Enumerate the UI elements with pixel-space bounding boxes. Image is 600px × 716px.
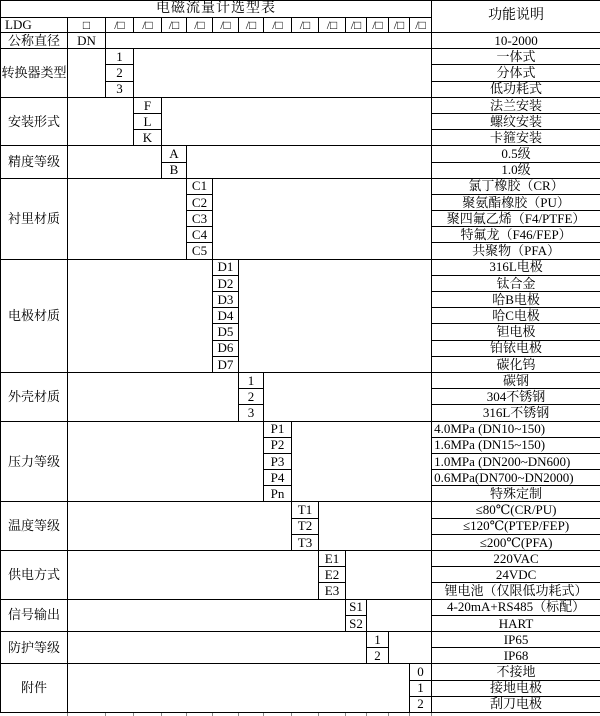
table-row bbox=[1, 372, 600, 388]
option-code-cell: D5 bbox=[213, 324, 239, 340]
option-desc-cell: 4-20mA+RS485（标配） bbox=[432, 599, 600, 615]
option-code-cell: 3 bbox=[106, 81, 134, 97]
row-label: 附件 bbox=[1, 664, 68, 713]
option-code-cell: C5 bbox=[187, 243, 213, 259]
option-code-cell: S2 bbox=[346, 615, 367, 631]
option-desc-cell: 哈B电极 bbox=[432, 292, 600, 308]
option-code-cell: A bbox=[162, 146, 187, 162]
row-label: 供电方式 bbox=[1, 551, 68, 600]
option-desc-cell: 碳钢 bbox=[432, 372, 600, 388]
model-slot-cell: /□ bbox=[162, 18, 187, 33]
option-code-cell: K bbox=[134, 130, 162, 146]
option-desc-cell: 316L电极 bbox=[432, 259, 600, 275]
bottom-strip-cell bbox=[239, 712, 264, 716]
option-code-cell: D1 bbox=[213, 259, 239, 275]
model-slot-cell: /□ bbox=[292, 18, 319, 33]
model-slot-cell: /□ bbox=[410, 18, 432, 33]
bottom-strip-cell bbox=[264, 712, 292, 716]
option-code-cell: T3 bbox=[292, 534, 319, 550]
row-label: 压力等级 bbox=[1, 421, 68, 502]
empty-span-cell bbox=[239, 259, 432, 372]
empty-span-cell bbox=[187, 146, 432, 178]
option-code-cell: D4 bbox=[213, 308, 239, 324]
row-label: 精度等级 bbox=[1, 146, 68, 178]
option-desc-cell: 螺纹安装 bbox=[432, 113, 600, 129]
row-label: 安装形式 bbox=[1, 97, 68, 146]
option-code-cell: D7 bbox=[213, 356, 239, 372]
option-desc-cell: 特氟龙（F46/FEP） bbox=[432, 227, 600, 243]
table-row bbox=[1, 146, 600, 162]
option-code-cell: T1 bbox=[292, 502, 319, 518]
option-code-cell: Pn bbox=[264, 486, 292, 502]
bottom-strip-cell bbox=[319, 712, 346, 716]
option-desc-cell: 接地电极 bbox=[432, 680, 600, 696]
option-code-cell: 1 bbox=[410, 680, 432, 696]
empty-span-cell bbox=[162, 97, 432, 146]
empty-span-cell bbox=[346, 551, 432, 600]
option-code-cell: D3 bbox=[213, 292, 239, 308]
table-row bbox=[1, 631, 600, 647]
table-row bbox=[1, 259, 600, 275]
bottom-strip-cell bbox=[389, 712, 410, 716]
option-desc-cell: 特殊定制 bbox=[432, 486, 600, 502]
table-row bbox=[1, 97, 600, 113]
option-desc-cell: 聚氨酯橡胶（PU） bbox=[432, 194, 600, 210]
empty-span-cell bbox=[68, 49, 106, 98]
table-row bbox=[1, 1, 600, 18]
option-code-cell: 1 bbox=[239, 372, 264, 388]
table-row bbox=[1, 551, 600, 567]
option-code-cell: P4 bbox=[264, 470, 292, 486]
bottom-strip-cell bbox=[68, 712, 106, 716]
model-slot-cell: /□ bbox=[319, 18, 346, 33]
table-row bbox=[1, 49, 600, 65]
empty-span-cell bbox=[68, 599, 346, 631]
option-code-cell: P2 bbox=[264, 437, 292, 453]
empty-span-cell bbox=[106, 33, 432, 49]
table-row bbox=[1, 502, 600, 518]
option-desc-cell: 钛合金 bbox=[432, 275, 600, 291]
row-label: 防护等级 bbox=[1, 631, 68, 663]
table-row bbox=[1, 421, 600, 437]
row-label: 温度等级 bbox=[1, 502, 68, 551]
empty-span-cell bbox=[68, 421, 264, 502]
empty-span-cell bbox=[68, 146, 162, 178]
option-code-cell: 2 bbox=[410, 696, 432, 712]
option-desc-cell: ≤200℃(PFA) bbox=[432, 534, 600, 550]
option-code-cell: P1 bbox=[264, 421, 292, 437]
option-code-cell: 0 bbox=[410, 664, 432, 680]
option-desc-cell: 卡箍安装 bbox=[432, 130, 600, 146]
option-code-cell: T2 bbox=[292, 518, 319, 534]
option-code-cell: F bbox=[134, 97, 162, 113]
bottom-strip-cell bbox=[162, 712, 187, 716]
bottom-strip-cell bbox=[134, 712, 162, 716]
option-desc-cell: 分体式 bbox=[432, 65, 600, 81]
model-slot-cell: /□ bbox=[106, 18, 134, 33]
option-code-cell: C3 bbox=[187, 211, 213, 227]
empty-span-cell bbox=[68, 178, 187, 259]
option-desc-cell: 锂电池（仅限低功耗式） bbox=[432, 583, 600, 599]
option-desc-cell: 1.0级 bbox=[432, 162, 600, 178]
option-desc-cell: 1.6MPa (DN15~150) bbox=[432, 437, 600, 453]
option-code-cell: 2 bbox=[367, 648, 389, 664]
table-row bbox=[1, 178, 600, 194]
empty-span-cell bbox=[389, 631, 432, 663]
empty-span-cell bbox=[319, 502, 432, 551]
empty-span-cell bbox=[68, 502, 292, 551]
empty-span-cell bbox=[68, 259, 213, 372]
option-code-cell: 2 bbox=[239, 389, 264, 405]
option-desc-cell: ≤80℃(CR/PU) bbox=[432, 502, 600, 518]
option-desc-cell: 316L不锈钢 bbox=[432, 405, 600, 421]
empty-span-cell bbox=[367, 599, 432, 631]
row-label: 公称直径 bbox=[1, 33, 68, 49]
row-label: 外壳材质 bbox=[1, 372, 68, 421]
model-slot-cell: /□ bbox=[264, 18, 292, 33]
empty-span-cell bbox=[68, 97, 134, 146]
option-desc-cell: 220VAC bbox=[432, 551, 600, 567]
option-desc-cell: 24VDC bbox=[432, 567, 600, 583]
empty-span-cell bbox=[213, 178, 432, 259]
model-slot-cell: /□ bbox=[239, 18, 264, 33]
option-desc-cell: 刮刀电极 bbox=[432, 696, 600, 712]
option-code-cell: E1 bbox=[319, 551, 346, 567]
model-slot-cell: /□ bbox=[389, 18, 410, 33]
model-slot-cell: /□ bbox=[187, 18, 213, 33]
option-code-cell: D6 bbox=[213, 340, 239, 356]
option-desc-cell: 4.0MPa (DN10~150) bbox=[432, 421, 600, 437]
table-row bbox=[1, 712, 600, 716]
option-code-cell: DN bbox=[68, 33, 106, 49]
option-desc-cell: 氯丁橡胶（CR） bbox=[432, 178, 600, 194]
bottom-strip-cell bbox=[187, 712, 213, 716]
option-desc-cell: 哈C电极 bbox=[432, 308, 600, 324]
option-desc-cell: 低功耗式 bbox=[432, 81, 600, 97]
model-slot-cell: /□ bbox=[346, 18, 367, 33]
option-desc-cell: 聚四氟乙烯（F4/PTFE） bbox=[432, 211, 600, 227]
option-desc-cell: 10-2000 bbox=[432, 33, 600, 49]
empty-span-cell bbox=[68, 664, 410, 713]
empty-span-cell bbox=[134, 49, 432, 98]
option-desc-cell: 共聚物（PFA） bbox=[432, 243, 600, 259]
table-row bbox=[1, 599, 600, 615]
table-title: 电磁流量计选型表 bbox=[1, 1, 432, 18]
function-column-header: 功能说明 bbox=[432, 1, 600, 33]
option-desc-cell: 304不锈钢 bbox=[432, 389, 600, 405]
empty-span-cell bbox=[264, 372, 432, 421]
option-code-cell: E2 bbox=[319, 567, 346, 583]
option-desc-cell: 1.0MPa (DN200~DN600) bbox=[432, 453, 600, 469]
option-code-cell: P3 bbox=[264, 453, 292, 469]
option-code-cell: E3 bbox=[319, 583, 346, 599]
option-code-cell: 1 bbox=[367, 631, 389, 647]
option-desc-cell: 碳化钨 bbox=[432, 356, 600, 372]
table-row bbox=[1, 664, 600, 680]
option-code-cell: L bbox=[134, 113, 162, 129]
option-desc-cell: ≤120℃(PTEP/FEP) bbox=[432, 518, 600, 534]
bottom-strip-cell bbox=[213, 712, 239, 716]
model-prefix-cell: LDG bbox=[1, 18, 68, 33]
option-code-cell: S1 bbox=[346, 599, 367, 615]
option-code-cell: 1 bbox=[106, 49, 134, 65]
option-desc-cell: 钽电极 bbox=[432, 324, 600, 340]
option-desc-cell: HART bbox=[432, 615, 600, 631]
option-code-cell: C4 bbox=[187, 227, 213, 243]
option-code-cell: 2 bbox=[106, 65, 134, 81]
row-label: 信号输出 bbox=[1, 599, 68, 631]
option-desc-cell: 0.5级 bbox=[432, 146, 600, 162]
option-code-cell: D2 bbox=[213, 275, 239, 291]
option-desc-cell: 法兰安装 bbox=[432, 97, 600, 113]
model-box-cell: □ bbox=[68, 18, 106, 33]
model-slot-cell: /□ bbox=[213, 18, 239, 33]
model-slot-cell: /□ bbox=[367, 18, 389, 33]
bottom-strip-cell bbox=[106, 712, 134, 716]
row-label: 电极材质 bbox=[1, 259, 68, 372]
bottom-strip-cell bbox=[292, 712, 319, 716]
empty-span-cell bbox=[68, 551, 319, 600]
bottom-strip-cell bbox=[410, 712, 432, 716]
option-code-cell: 3 bbox=[239, 405, 264, 421]
option-code-cell: C1 bbox=[187, 178, 213, 194]
option-desc-cell: 0.6MPa(DN700~DN2000) bbox=[432, 470, 600, 486]
option-desc-cell: 铂铱电极 bbox=[432, 340, 600, 356]
option-code-cell: B bbox=[162, 162, 187, 178]
bottom-strip-cell bbox=[1, 712, 68, 716]
option-desc-cell: IP68 bbox=[432, 648, 600, 664]
bottom-strip-cell bbox=[367, 712, 389, 716]
bottom-strip-cell bbox=[346, 712, 367, 716]
table-row bbox=[1, 33, 600, 49]
empty-span-cell bbox=[292, 421, 432, 502]
option-desc-cell: IP65 bbox=[432, 631, 600, 647]
option-code-cell: C2 bbox=[187, 194, 213, 210]
row-label: 衬里材质 bbox=[1, 178, 68, 259]
row-label: 转换器类型 bbox=[1, 49, 68, 98]
option-desc-cell: 一体式 bbox=[432, 49, 600, 65]
model-slot-cell: /□ bbox=[134, 18, 162, 33]
option-desc-cell: 不接地 bbox=[432, 664, 600, 680]
empty-span-cell bbox=[68, 631, 367, 663]
empty-span-cell bbox=[68, 372, 239, 421]
bottom-strip-cell bbox=[432, 712, 600, 716]
